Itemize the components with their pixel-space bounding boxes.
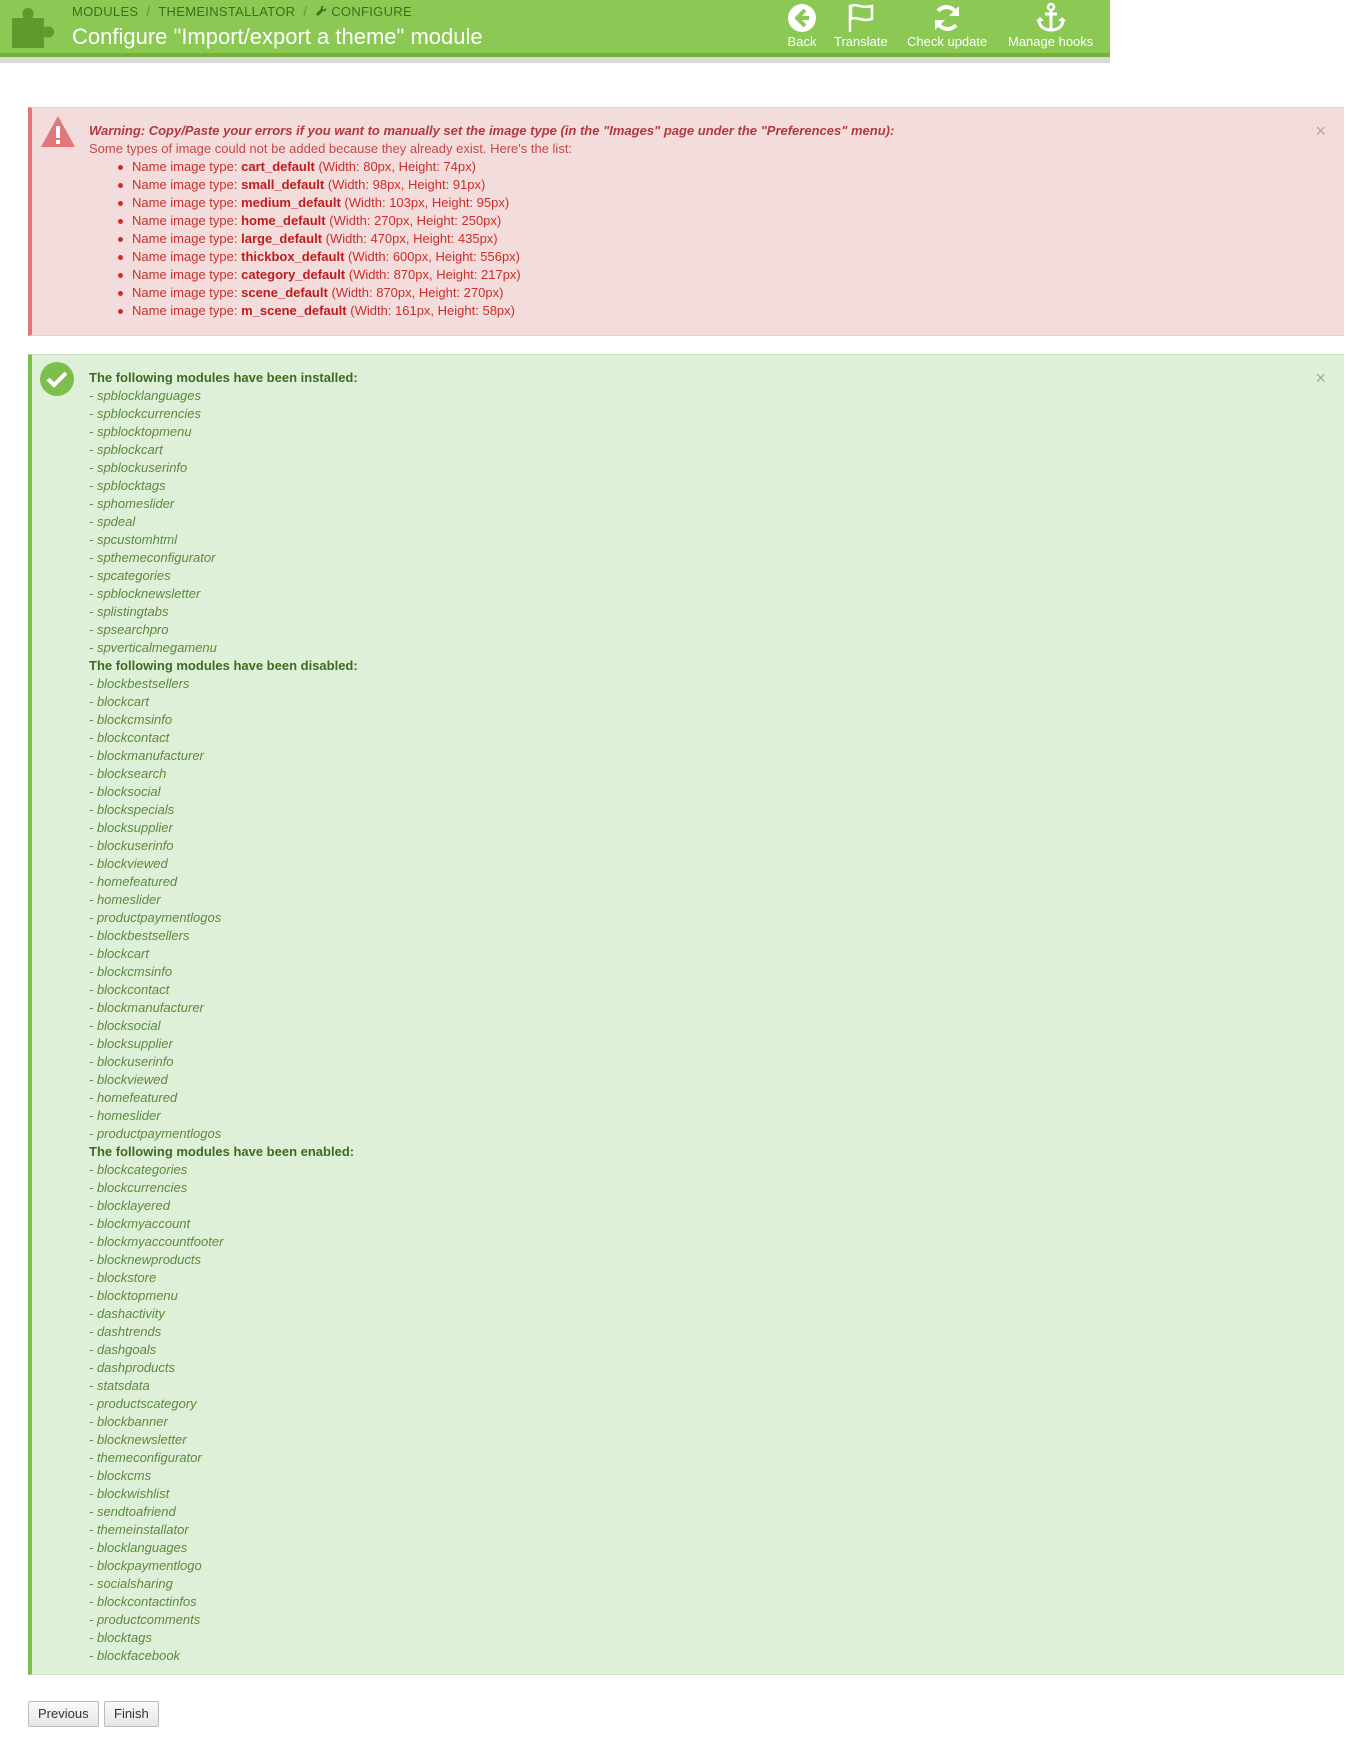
breadcrumb-themeinstallator[interactable]: THEMEINSTALLATOR: [158, 4, 296, 19]
breadcrumb-configure-label: CONFIGURE: [331, 4, 412, 19]
image-type-item: [132, 266, 894, 284]
module-list-item: - spdeal: [89, 514, 136, 529]
module-list-item: - blockcmsinfo: [89, 964, 173, 979]
image-type-item: [132, 194, 894, 212]
image-type-dimensions: (Width: 870px, Height: 217px): [348, 267, 521, 282]
module-list-item: - blocktags: [89, 1630, 152, 1645]
image-type-name: m_scene_default: [241, 303, 347, 318]
image-type-prefix: Name image type:: [132, 231, 242, 246]
image-type-name: large_default: [241, 231, 323, 246]
image-type-dimensions: (Width: 470px, Height: 435px): [325, 231, 498, 246]
check-circle-icon: [39, 361, 75, 397]
flag-icon: [845, 2, 877, 34]
module-list-item: - blockviewed: [89, 856, 168, 871]
module-list-item: - blockbestsellers: [89, 928, 190, 943]
module-list-item: - spsearchpro: [89, 622, 169, 637]
back-arrow-icon: [786, 2, 818, 34]
image-type-dimensions: (Width: 98px, Height: 91px): [327, 177, 486, 192]
module-list-item: - blocksearch: [89, 766, 167, 781]
breadcrumb-separator: /: [146, 4, 151, 19]
module-list-item: - socialsharing: [89, 1576, 173, 1591]
warning-intro: Some types of image could not be added because they already exist. Here's the list:: [89, 141, 573, 156]
image-type-dimensions: (Width: 270px, Height: 250px): [329, 213, 502, 228]
image-type-item: [132, 176, 894, 194]
wrench-icon: [315, 5, 327, 17]
module-list-item: - spblocktopmenu: [89, 424, 192, 439]
module-list-item: - spblocktags: [89, 478, 166, 493]
module-list-item: - blockpaymentlogo: [89, 1558, 202, 1573]
image-type-prefix: Name image type:: [132, 249, 242, 264]
module-list-item: - blockcontactinfos: [89, 1594, 197, 1609]
back-button[interactable]: [786, 0, 818, 50]
warning-alert: [28, 107, 1344, 336]
previous-button[interactable]: Previous: [28, 1701, 99, 1727]
image-type-prefix: Name image type:: [132, 213, 242, 228]
module-list-item: - spcategories: [89, 568, 171, 583]
image-type-prefix: Name image type:: [132, 195, 242, 210]
module-list-item: - themeinstallator: [89, 1522, 189, 1537]
image-type-item: [132, 248, 894, 266]
breadcrumb-configure: [315, 4, 412, 19]
warning-body: [89, 122, 894, 320]
image-type-prefix: Name image type:: [132, 285, 242, 300]
module-list-item: - blockwishlist: [89, 1486, 170, 1501]
module-list-item: - homefeatured: [89, 1090, 178, 1105]
module-list-item: - blockcontact: [89, 982, 170, 997]
image-type-dimensions: (Width: 161px, Height: 58px): [350, 303, 515, 318]
image-type-item: [132, 230, 894, 248]
module-list-item: - blockbestsellers: [89, 676, 190, 691]
success-alert: [28, 354, 1344, 1675]
module-list-item: - spblockcart: [89, 442, 163, 457]
module-list-item: - blockstore: [89, 1270, 157, 1285]
image-type-name: scene_default: [241, 285, 328, 300]
module-list-item: - spblocklanguages: [89, 388, 202, 403]
image-type-dimensions: (Width: 600px, Height: 556px): [348, 249, 521, 264]
anchor-icon: [1035, 2, 1067, 34]
module-list-item: - spblocknewsletter: [89, 586, 201, 601]
refresh-icon: [931, 2, 963, 34]
module-list-item: - blocksupplier: [89, 820, 173, 835]
module-list-item: - homefeatured: [89, 874, 178, 889]
module-list-item: - blockuserinfo: [89, 838, 174, 853]
module-list-item: - themeconfigurator: [89, 1450, 202, 1465]
module-list-item: - productpaymentlogos: [89, 910, 222, 925]
module-list-item: - spblockcurrencies: [89, 406, 201, 421]
module-list-item: - productcomments: [89, 1612, 201, 1627]
image-type-name: medium_default: [241, 195, 341, 210]
module-list-item: - blockbanner: [89, 1414, 168, 1429]
module-list-item: - blockcategories: [89, 1162, 188, 1177]
module-list-item: - dashtrends: [89, 1324, 162, 1339]
close-success-button[interactable]: ×: [1315, 368, 1326, 388]
module-list-item: - blockcms: [89, 1468, 152, 1483]
image-type-list: [89, 158, 894, 320]
toolbar-bottom-strip: [0, 53, 1110, 57]
module-list-item: - blockmanufacturer: [89, 1000, 204, 1015]
module-list-item: - spverticalmegamenu: [89, 640, 217, 655]
module-list-item: - blocklanguages: [89, 1540, 188, 1555]
module-list-item: - dashproducts: [89, 1360, 175, 1375]
warning-triangle-icon: [40, 114, 76, 150]
module-list-item: - spthemeconfigurator: [89, 550, 216, 565]
close-warning-button[interactable]: ×: [1315, 121, 1326, 141]
puzzle-module-icon: [8, 4, 56, 48]
image-type-name: thickbox_default: [241, 249, 345, 264]
success-body: [89, 369, 358, 1665]
module-list-item: - blockspecials: [89, 802, 175, 817]
module-list-item: - spblockuserinfo: [89, 460, 188, 475]
module-section-heading: The following modules have been disabled:: [89, 658, 358, 673]
image-type-prefix: Name image type:: [132, 159, 242, 174]
module-list-item: - blocksupplier: [89, 1036, 173, 1051]
module-list-item: - blockcart: [89, 946, 149, 961]
module-list-item: - blockcmsinfo: [89, 712, 173, 727]
module-list-item: - spcustomhtml: [89, 532, 178, 547]
module-list-item: - blockviewed: [89, 1072, 168, 1087]
check-update-button-label: Check update: [907, 34, 988, 49]
image-type-name: cart_default: [241, 159, 315, 174]
manage-hooks-button[interactable]: [1008, 0, 1093, 50]
image-type-dimensions: (Width: 103px, Height: 95px): [344, 195, 510, 210]
image-type-item: [132, 284, 894, 302]
breadcrumb: [72, 4, 412, 19]
module-section-heading: The following modules have been enabled:: [89, 1144, 355, 1159]
module-list-item: - dashgoals: [89, 1342, 157, 1357]
breadcrumb-modules[interactable]: MODULES: [72, 4, 139, 19]
warning-title: Warning: Copy/Paste your errors if you want to manually set the image type (in the "Images" page under the "Preferences" menu):: [89, 123, 895, 138]
image-type-prefix: Name image type:: [132, 303, 242, 318]
module-list-item: - blocksocial: [89, 1018, 161, 1033]
module-list-item: - blockmyaccountfooter: [89, 1234, 224, 1249]
module-list-item: - blocknewproducts: [89, 1252, 201, 1267]
image-type-item: [132, 302, 894, 320]
image-type-item: [132, 158, 894, 176]
module-list-item: - blockuserinfo: [89, 1054, 174, 1069]
module-list-item: - blocksocial: [89, 784, 161, 799]
module-list-item: - splistingtabs: [89, 604, 169, 619]
image-type-dimensions: (Width: 80px, Height: 74px): [318, 159, 476, 174]
module-list-item: - blocktopmenu: [89, 1288, 178, 1303]
module-list-item: - sphomeslider: [89, 496, 175, 511]
image-type-name: home_default: [241, 213, 326, 228]
breadcrumb-separator: /: [303, 4, 308, 19]
module-list-item: - blockcontact: [89, 730, 170, 745]
image-type-dimensions: (Width: 870px, Height: 270px): [331, 285, 504, 300]
module-list-item: - blockcart: [89, 694, 149, 709]
image-type-prefix: Name image type:: [132, 177, 242, 192]
page-header-toolbar: [0, 0, 1110, 63]
module-list-item: - sendtoafriend: [89, 1504, 176, 1519]
page-title: Configure "Import/export a theme" module: [72, 24, 483, 49]
module-list-item: - productpaymentlogos: [89, 1126, 222, 1141]
image-type-name: small_default: [241, 177, 325, 192]
module-list-item: - blockmyaccount: [89, 1216, 191, 1231]
manage-hooks-button-label: Manage hooks: [1008, 34, 1094, 49]
module-list-item: - statsdata: [89, 1378, 150, 1393]
finish-button[interactable]: Finish: [104, 1701, 159, 1727]
module-list-item: - blocklayered: [89, 1198, 170, 1213]
back-button-label: Back: [787, 34, 817, 49]
module-list-item: - blockmanufacturer: [89, 748, 204, 763]
image-type-name: category_default: [241, 267, 346, 282]
image-type-prefix: Name image type:: [132, 267, 242, 282]
image-type-item: [132, 212, 894, 230]
translate-button-label: Translate: [834, 34, 888, 49]
module-list-item: - blocknewsletter: [89, 1432, 187, 1447]
check-update-button[interactable]: [907, 0, 987, 50]
module-list-item: - dashactivity: [89, 1306, 165, 1321]
module-list-item: - blockfacebook: [89, 1648, 181, 1663]
module-list-item: - homeslider: [89, 1108, 161, 1123]
module-list-item: - homeslider: [89, 892, 161, 907]
module-list-item: - blockcurrencies: [89, 1180, 188, 1195]
translate-button[interactable]: [834, 0, 888, 50]
module-list-item: - productscategory: [89, 1396, 197, 1411]
module-section-heading: The following modules have been installed:: [89, 370, 358, 385]
